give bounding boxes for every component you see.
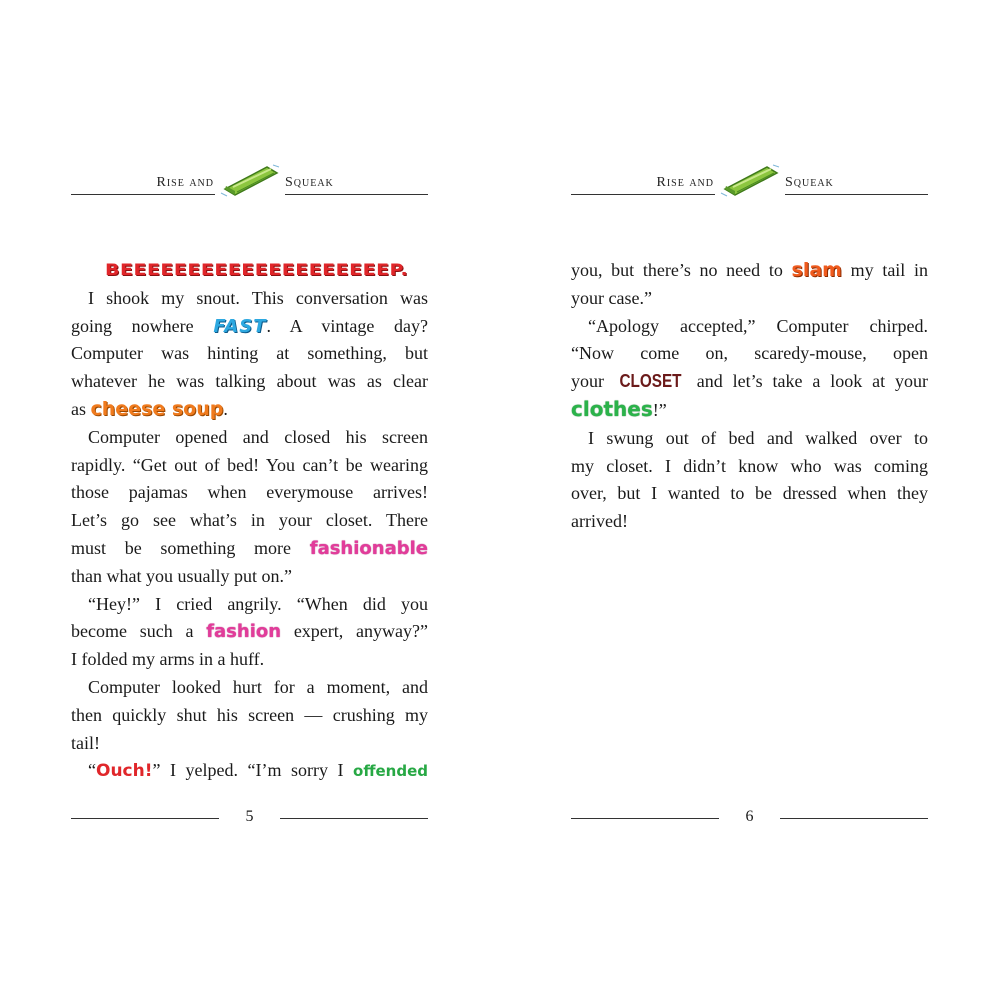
text-line: you, but there’s no need to slam my tail in — [571, 259, 928, 281]
text-line: your CLOSET and let’s take a look at your — [571, 368, 928, 396]
ouch-word: Ouch! — [96, 761, 153, 782]
offended-word: offended — [353, 762, 428, 781]
left-body-text — [71, 257, 428, 786]
header-rule-right — [785, 194, 928, 195]
text-line: your case.” — [571, 287, 652, 308]
beep-sound-effect: BEEEEEEEEEEEEEEEEEEEEP. — [105, 260, 409, 280]
text-line: my closet. I didn’t know who was coming — [571, 455, 928, 476]
paragraph-2 — [571, 313, 928, 425]
cheese-wedge-icon — [719, 163, 781, 197]
slam-word: slam — [791, 259, 842, 281]
text-line: clothes!” — [571, 396, 667, 421]
page-footer — [571, 808, 928, 828]
text-line: those pajamas when everymouse arrives! — [71, 482, 428, 503]
text-line: Computer was hinting at something, but — [71, 343, 428, 364]
header-title-right: Squeak — [785, 175, 834, 190]
fashionable-word: fashionable — [309, 537, 428, 559]
text-line: I swung out of bed and walked over to — [588, 427, 928, 448]
text-line: I shook my snout. This conversation was — [88, 287, 428, 308]
text-line: rapidly. “Get out of bed! You can’t be wearing — [71, 454, 428, 475]
text-line: Let’s go see what’s in your closet. There — [71, 510, 428, 531]
text-line: as cheese soup. — [71, 397, 228, 420]
paragraph-1 — [71, 285, 428, 424]
clothes-word: clothes — [571, 396, 653, 421]
header-title-left: Rise and — [656, 175, 714, 190]
text-line: “Ouch!” I yelped. “I’m sorry I offended — [88, 760, 428, 782]
text-line: “Apology accepted,” Computer chirped. — [588, 315, 928, 336]
header-rule-left — [571, 194, 715, 195]
closet-word: CLOSET — [619, 371, 682, 392]
right-body-text — [571, 257, 928, 536]
text-line: must be something more fashionable — [71, 537, 428, 559]
text-line: than what you usually put on.” — [71, 565, 292, 586]
header-rule-right — [285, 194, 428, 195]
text-line: arrived! — [571, 511, 628, 532]
text-line: Computer looked hurt for a moment, and — [88, 676, 428, 697]
page-number: 5 — [245, 808, 254, 825]
text-line: become such a fashion expert, anyway?” — [71, 621, 428, 643]
paragraph-3 — [571, 425, 928, 536]
text-line: “Now come on, scaredy-mouse, open — [571, 343, 928, 364]
text-line: over, but I wanted to be dressed when they — [571, 483, 928, 504]
paragraph-4 — [71, 674, 428, 757]
running-header — [571, 163, 928, 199]
page-number: 6 — [745, 808, 754, 825]
paragraph-5 — [71, 757, 428, 786]
paragraph-1 — [571, 257, 928, 313]
text-line: whatever he was talking about was as clear — [71, 371, 428, 392]
text-line: “Hey!” I cried angrily. “When did you — [88, 593, 428, 614]
text-line: tail! — [71, 732, 100, 753]
paragraph-2 — [71, 424, 428, 591]
text-line: Computer opened and closed his screen — [88, 426, 428, 447]
paragraph-3 — [71, 591, 428, 674]
text-line: going nowhere FAST. A vintage day? — [71, 315, 428, 337]
header-rule-left — [71, 194, 215, 195]
header-title-left: Rise and — [156, 175, 214, 190]
fashion-word: fashion — [206, 621, 282, 643]
cheese-wedge-icon — [219, 163, 281, 197]
text-line: then quickly shut his screen — crushing my — [71, 704, 428, 725]
cheese-soup-word: cheese soup — [90, 397, 224, 420]
fast-word: FAST — [213, 315, 267, 337]
header-title-right: Squeak — [285, 175, 334, 190]
text-line: I folded my arms in a huff. — [71, 649, 265, 670]
page-footer — [71, 808, 428, 828]
running-header — [71, 163, 428, 199]
